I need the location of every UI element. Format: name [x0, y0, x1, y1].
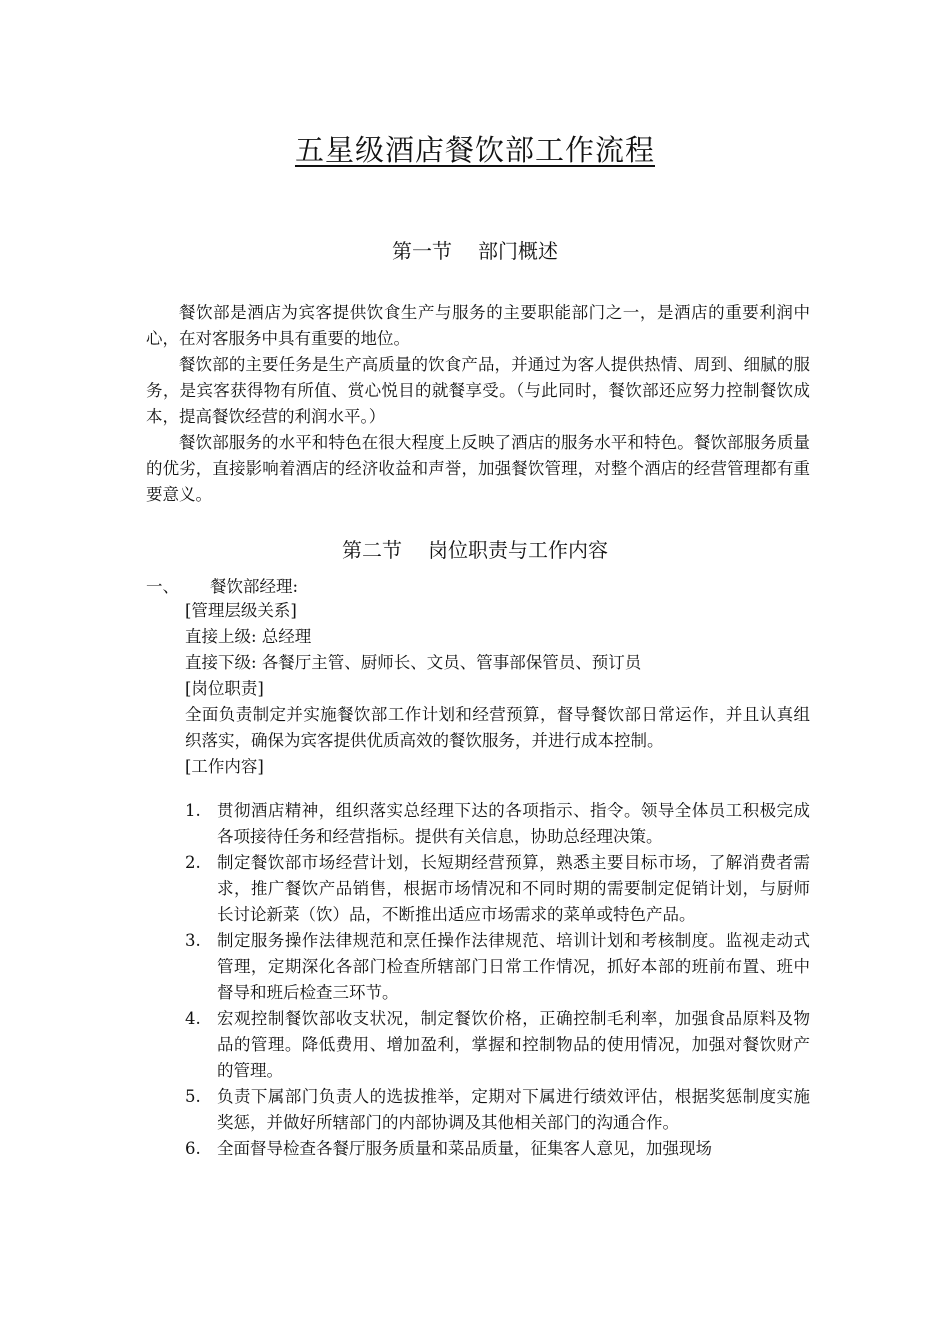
document-title-text: 五星级酒店餐饮部工作流程: [294, 133, 655, 167]
section1-heading: [0, 236, 950, 266]
list-item-text: 贯彻酒店精神，组织落实总经理下达的各项指示、指令。领导全体员工积极完成各项接待任务和经营指标。提供有关信息，协助总经理决策。: [217, 801, 810, 846]
section1-paragraph: 餐饮部的主要任务是生产高质量的饮食产品，并通过为客人提供热情、周到、细腻的服务，是宾客获得物有所值、赏心悦目的就餐享受。（与此同时，餐饮部还应努力控制餐饮成本，提高餐饮经营的利润水平。）: [146, 355, 810, 426]
work-item-list: [185, 798, 810, 1162]
list-item: [185, 928, 810, 1006]
list-item-text: 宏观控制餐饮部收支状况，制定餐饮价格，正确控制毛利率，加强食品原料及物品的管理。降低费用、增加盈利，掌握和控制物品的使用情况，加强对餐饮财产的管理。: [217, 1009, 810, 1080]
section1-number: 第一节: [392, 239, 452, 263]
list-item-number: 5.: [185, 1087, 201, 1106]
section1-paragraph: 餐饮部服务的水平和特色在很大程度上反映了酒店的服务水平和特色。餐饮部服务质量的优劣，直接影响着酒店的经济收益和声誉，加强餐饮管理，对整个酒店的经营管理都有重要意义。: [146, 433, 810, 504]
direct-subordinates: 直接下级: 各餐厅主管、厨师长、文员、管事部保管员、预订员: [185, 653, 642, 672]
item1-label: 一、: [146, 577, 179, 596]
work-label: [工作内容]: [185, 757, 264, 776]
document-title: [0, 130, 950, 170]
list-item-text: 全面督导检查各餐厅服务质量和菜品质量，征集客人意见，加强现场: [217, 1139, 712, 1158]
section2-title: 岗位职责与工作内容: [428, 538, 608, 562]
section1-paragraph: 餐饮部是酒店为宾客提供饮食生产与服务的主要职能部门之一，是酒店的重要利润中心，在对客服务中具有重要的地位。: [146, 303, 810, 348]
section1-title: 部门概述: [478, 239, 558, 263]
duty-text: 全面负责制定并实施餐饮部工作计划和经营预算，督导餐饮部日常运作，并且认真组织落实，确保为宾客提供优质高效的餐饮服务，并进行成本控制。: [185, 705, 810, 750]
item1-heading: [146, 574, 298, 600]
list-item: [185, 1136, 810, 1162]
list-item-number: 2.: [185, 853, 201, 872]
duty-label: [岗位职责]: [185, 679, 264, 698]
list-item-text: 制定服务操作法律规范和烹任操作法律规范、培训计划和考核制度。监视走动式管理，定期深化各部门检查所辖部门日常工作情况，抓好本部的班前布置、班中督导和班后检查三环节。: [217, 931, 810, 1002]
list-item-number: 6.: [185, 1139, 201, 1158]
list-item-number: 3.: [185, 931, 201, 950]
list-item-number: 1.: [185, 801, 201, 820]
section1-body: [146, 300, 810, 508]
item1-details: [185, 598, 810, 780]
direct-superior: 直接上级: 总经理: [185, 627, 312, 646]
section2-heading: [0, 535, 950, 565]
list-item: [185, 850, 810, 928]
list-item: [185, 798, 810, 850]
list-item: [185, 1006, 810, 1084]
list-item-number: 4.: [185, 1009, 201, 1028]
section2-number: 第二节: [342, 538, 402, 562]
list-item-text: 负责下属部门负责人的选拔推举，定期对下属进行绩效评估，根据奖惩制度实施奖惩，并做好所辖部门的内部协调及其他相关部门的沟通合作。: [217, 1087, 810, 1132]
list-item: [185, 1084, 810, 1136]
hierarchy-label: [管理层级关系]: [185, 601, 297, 620]
list-item-text: 制定餐饮部市场经营计划，长短期经营预算，熟悉主要目标市场，了解消费者需求，推广餐饮产品销售，根据市场情况和不同时期的需要制定促销计划，与厨师长讨论新菜（饮）品，不断推出适应市场需求的菜单或特色产品。: [217, 853, 810, 924]
item1-title: 餐饮部经理:: [210, 577, 299, 596]
